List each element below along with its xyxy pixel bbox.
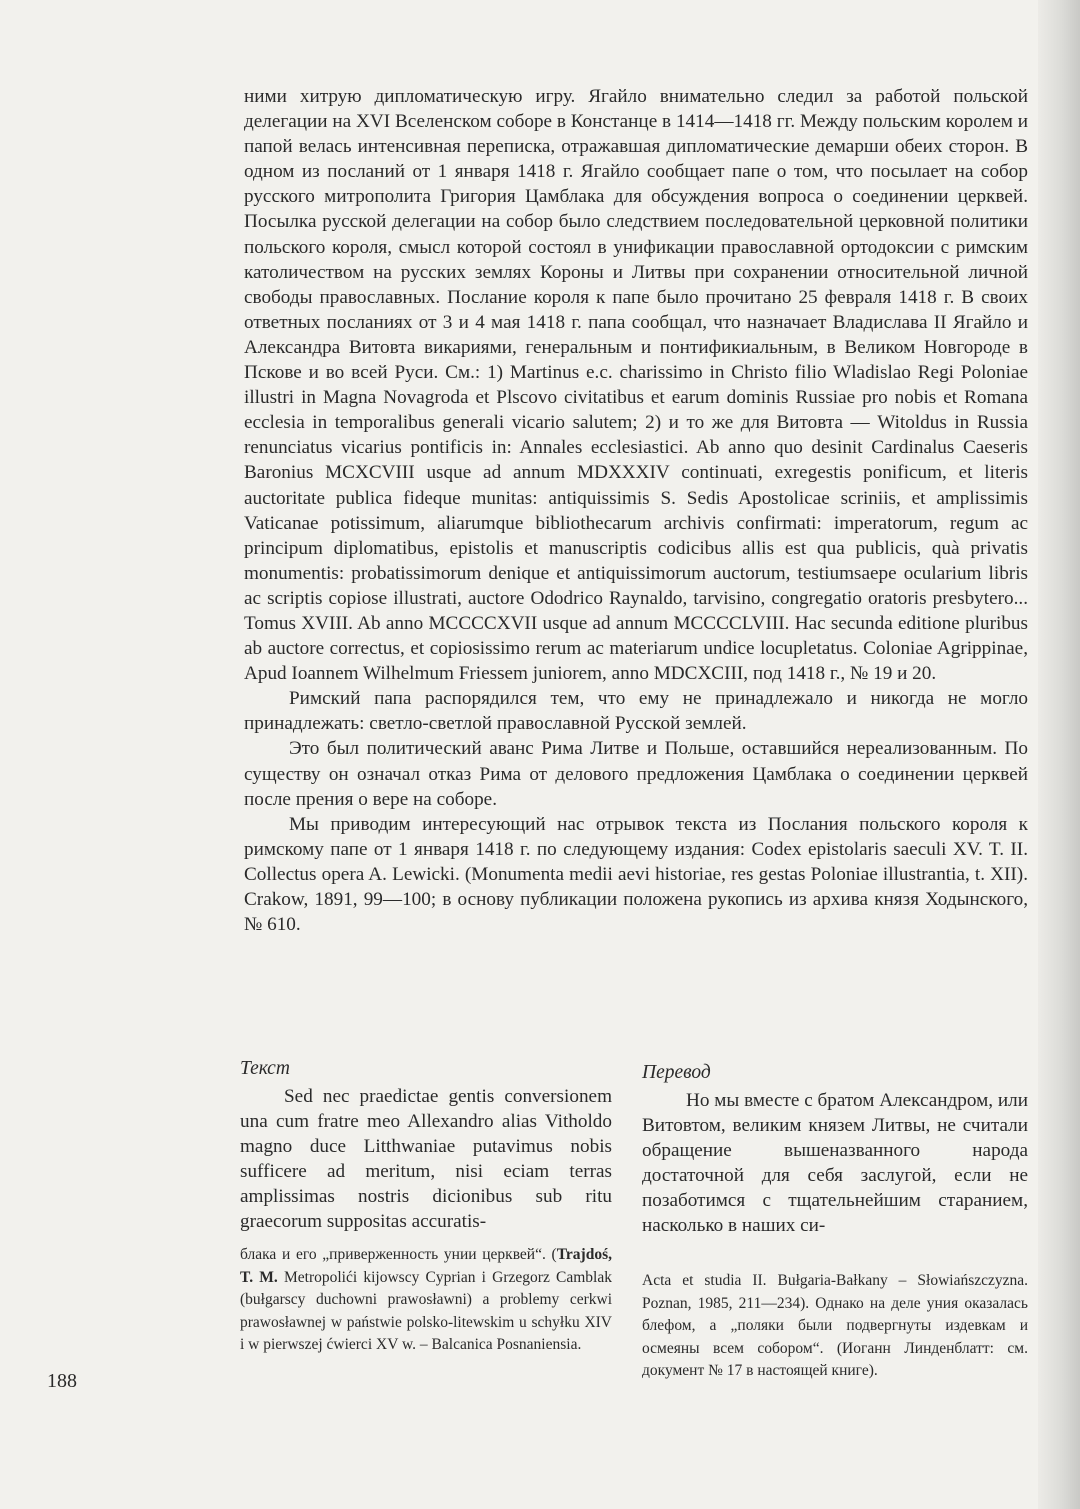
main-text [244, 84, 1028, 937]
paragraph-3: Это был политический аванс Рима Литве и Польше, оставшийся нереализованным. По существу он означал отказ Рима от делового предложения Цамблака о соединении церквей после прения о вере на соборе. [244, 738, 1028, 810]
footnote-left-author: Trajdoś, T. M. [240, 1246, 612, 1286]
footnote-right-text: Acta et studia II. Bułgaria-Bałkany – Słowiańszczyzna. Poznan, 1985, 211—234). Однако на деле уния оказалась блефом, а „поляки были подвергнуты издевкам и осмеяны всем собором“. (Иоганн Линденблатт: см. документ № 17 в настоящей книге). [642, 1272, 1028, 1379]
page-number: 188 [47, 1370, 77, 1392]
footnote-left-rest: Metropolići kijowscy Cyprian i Grzegorz Camblak (bułgarscy duchowni prawosławni) a problemy cerkwi prawosławnej w państwie polsko-litewskim u schyłku XIV i w pierwszej ćwierci XV w. – Balcanica Posnaniensia. [240, 1268, 612, 1353]
latin-column-text: Sed nec praedictae gentis conversionem una cum fratre meo Allexandro alias Vitholdo magno duce Litthwaniae putavimus nobis sufficere ad meritum, nisi eciam terras amplissimas nostris dicionibus sub ritu graecorum suppositas accuratis- [240, 1086, 612, 1232]
scan-page-edge [1038, 0, 1080, 1509]
paragraph-4: Мы приводим интересующий нас отрывок текста из Послания польского короля к римскому папе от 1 января 1418 г. по следующему издания: Codex epistolaris saeculi XV. T. II. Collectus opera A. Lewicki. (Monumenta medii aevi historiae, res gestas Poloniae illustrantia, t. XII). Crakow, 1891, 99—100; в основу публикации положена рукопись из архива князя Ходынского, № 610. [244, 813, 1028, 936]
footnote-right [642, 1270, 1028, 1383]
latin-column [240, 1057, 612, 1234]
latin-column-heading: Текст [240, 1058, 290, 1079]
footnote-left [240, 1244, 612, 1357]
translation-column-heading: Перевод [642, 1062, 711, 1083]
paragraph-2: Римский папа распорядился тем, что ему не принадлежало и никогда не могло принадлежать: светло-светлой православной Русской землей. [244, 688, 1028, 735]
paragraph-1: ними хитрую дипломатическую игру. Ягайло внимательно следил за работой польской делегации на XVI Вселенском соборе в Констанце в 1414—1418 гг. Между польским королем и папой велась интенсивная переписка, отражавшая дипломатические демарши обеих сторон. В одном из посланий от 1 января 1418 г. Ягайло сообщает папе о том, что посылает на собор русского митрополита Григория Цамблака для обсуждения вопроса о соединении церквей. Посылка русской делегации на собор было следствием последовательной церковной политики польского короля, смысл которой состоял в унификации православной ортодоксии с римским католичеством на русских землях Короны и Литвы при сохранении относительной личной свободы православных. Послание короля к папе было прочитано 25 февраля 1418 г. В своих ответных посланиях от 3 и 4 мая 1418 г. папа сообщал, что назначает Владислава II Ягайло и Александра Витовта викариями, генеральным и понтификиальным, в Великом Новгороде в Пскове и во всей Руси. См.: 1) Martinus e.c. charissimo in Christo filio Wladislao Regi Poloniae illustri in Magna Novagroda et Plscovo civitatibus et earum dominis Russiae pro nobis et Romana ecclesia in temporalibus generali vicario salutem; 2) и то же для Витовта — Witoldus in Russia renunciatus vicarius pontificis in: Annales ecclesiastici. Ab anno quo desinit Cardinalus Caeseris Baronius MCXCVIII usque ad annum MDXXXIV continuati, exregestis ponificum, et literis auctoritate publica fideque munitas: antiquissimis S. Sedis Apostolicae scriniis, et amplissimis Vaticanae potissimum, aliarumque bibliothecarum archivis confirmati: imperatorum, regum ac principum diplomatibus, epistolis et manuscriptis codicibus allis est qua publicis, quà privatis monumentis: probatissimorum denique et antiquissimorum auctorum, testiumsaepe ocularium libris ac scriptis copiose illustrati, auctore Ododrico Raynaldo, tarvisino, congregatio oratoris presbytero... Tomus XVIII. Ab anno MCCCCXVII usque ad annum MCCCCLVIII. Hac secunda editione pluribus ab auctore correctus, et copiosissimo rerum ac materiarum undice locupletatus. Coloniae Agrippinae, Apud Ioannem Wilhelmum Friessem juniorem, anno MDCXCIII, под 1418 г., № 19 и 20. [244, 86, 1028, 685]
translation-column-text: Но мы вместе с братом Александром, или Витовтом, великим князем Литвы, не считали обращение вышеназванного народа достаточной для себя заслугой, если не позаботимся с тщательнейшим старанием, насколько в наших си- [642, 1090, 1028, 1236]
footnote-left-text [240, 1244, 612, 1357]
parallel-text-columns [240, 1057, 1028, 1237]
footnote-left-lead: блака и его „приверженность унии церквей“. ( [240, 1246, 557, 1263]
translation-column [642, 1057, 1028, 1238]
